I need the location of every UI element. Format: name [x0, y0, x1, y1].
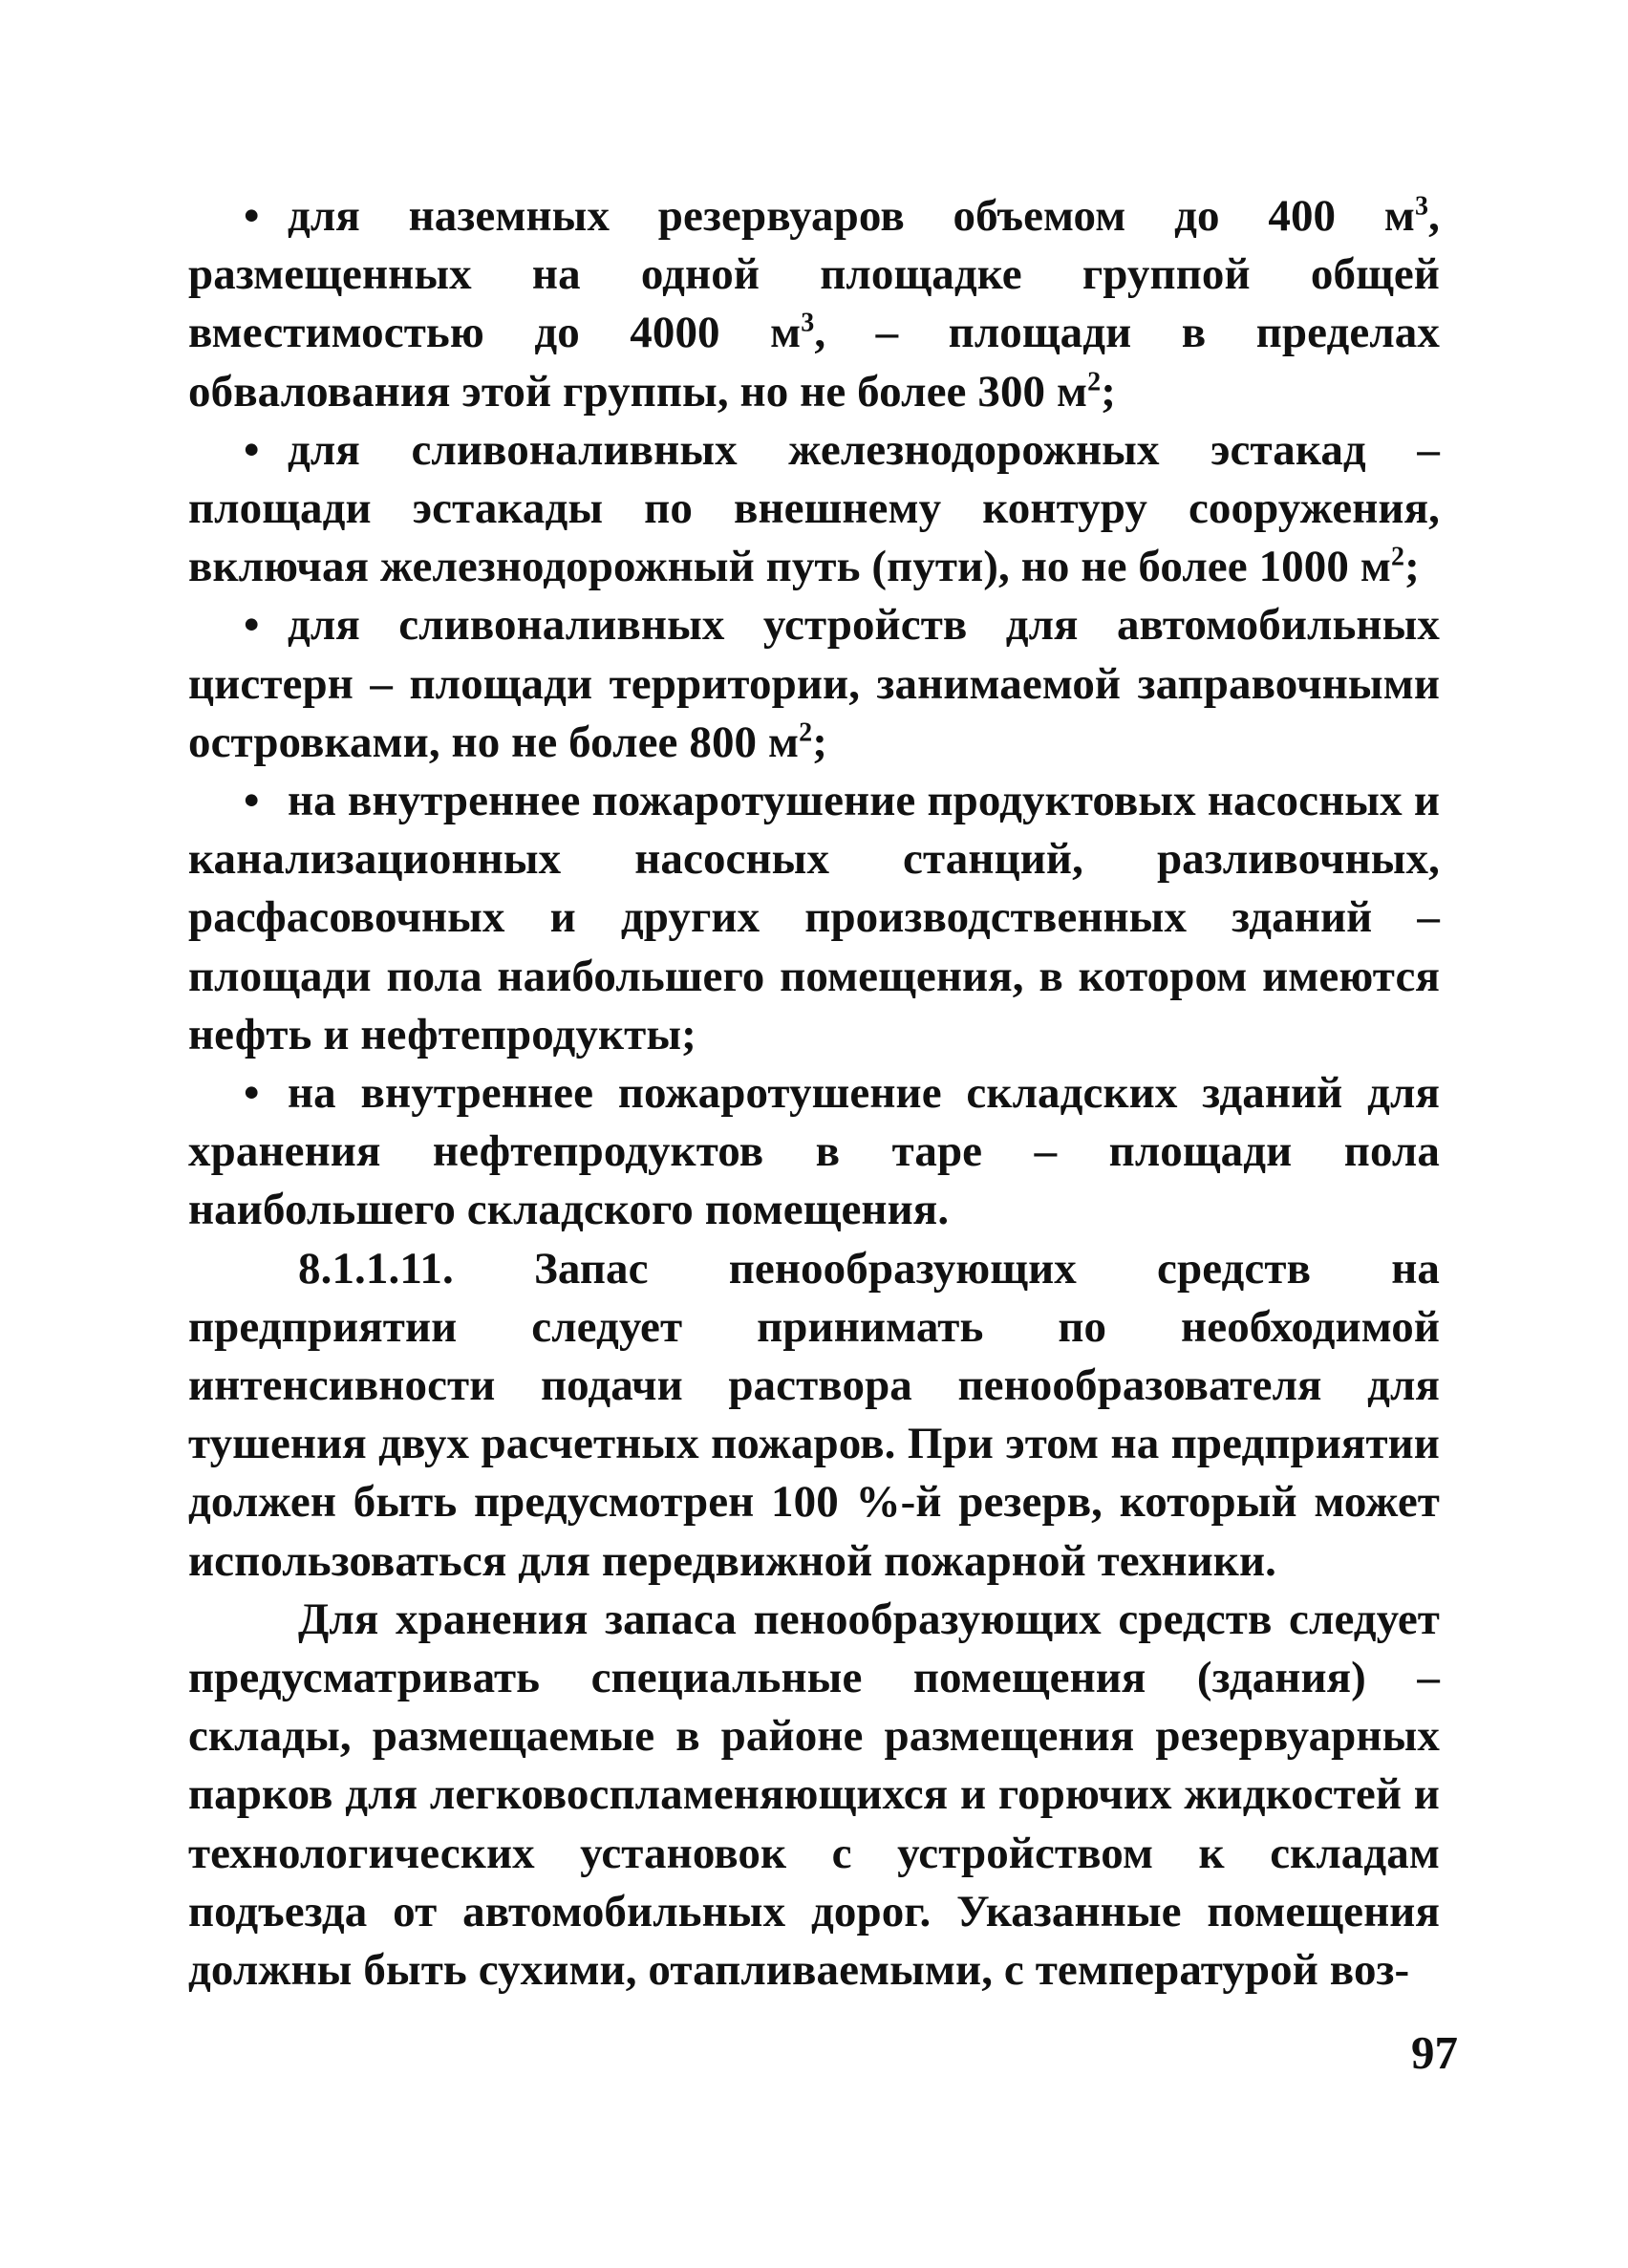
bullet-icon: • [244, 600, 260, 651]
bullet-text: для сливоналивных железнодорожных эстакад – площади эстакады по внешнему контуру сооружения, включая железнодорожный путь (пути), но не более 1000 м [188, 424, 1440, 592]
page-body-text [188, 187, 1440, 2000]
superscript: 2 [1390, 542, 1405, 572]
superscript: 2 [799, 717, 813, 748]
paragraph-foam-reserve: 8.1.1.11. Запас пенообразующих средств на предприятии следует принимать по необходимой интенсивности подачи раствора пенообразователя для тушения двух расчетных пожаров. При этом на предприятии должен быть предусмотрен 100 %-й резерв, который может использоваться для передвижной пожарной техники. [188, 1243, 1440, 1586]
bullet-icon: • [244, 424, 260, 475]
paragraph-foam-storage: Для хранения запаса пенообразующих средств следует предусматривать специальные помещения (здания) – склады, размещаемые в районе размещения резервуарных парков для легковоспламеняющихся и горючих жидкостей и технологических установок с устройством к складам подъезда от автомобильных дорог. Указанные помещения должны быть сухими, отапливаемыми, с температурой воз- [188, 1594, 1440, 1996]
bullet-item-tank-truck-devices [188, 596, 1440, 772]
bullet-icon: • [244, 191, 260, 241]
bullet-item-pump-stations [188, 772, 1440, 1064]
bullet-text: для сливоналивных устройств для автомобильных цистерн – площади территории, занимаемой заправочными островками, но не более 800 м [188, 600, 1440, 767]
bullet-icon: • [244, 1068, 260, 1119]
bullet-text: ; [1404, 542, 1420, 592]
bullet-item-aboveground-tanks [188, 187, 1440, 421]
bullet-text: на внутреннее пожаротушение продуктовых насосных и канализационных насосных станций, разливочных, расфасовочных и других производственных зданий – площади пола наибольшего помещения, в котором имеются нефть и нефтепродукты; [188, 776, 1440, 1059]
bullet-text: для наземных резервуаров объемом до 400 м [288, 191, 1416, 241]
bullet-item-railway-racks [188, 421, 1440, 597]
superscript: 3 [1415, 191, 1429, 222]
page-number: 97 [1411, 2026, 1458, 2079]
bullet-icon: • [244, 776, 260, 826]
superscript: 2 [1087, 366, 1102, 396]
bullet-text: ; [812, 717, 827, 767]
bullet-text: , размещенных на одной площадке группой общей вместимостью до 4000 м [188, 191, 1440, 358]
bullet-text: , – площади в пределах обвалования этой группы, но не более 300 м [188, 308, 1440, 417]
bullet-item-warehouse-buildings [188, 1064, 1440, 1240]
superscript: 3 [801, 308, 815, 338]
bullet-text: ; [1101, 366, 1116, 417]
bullet-text: на внутреннее пожаротушение складских зданий для хранения нефтепродуктов в таре – площади пола наибольшего складского помещения. [188, 1068, 1440, 1235]
